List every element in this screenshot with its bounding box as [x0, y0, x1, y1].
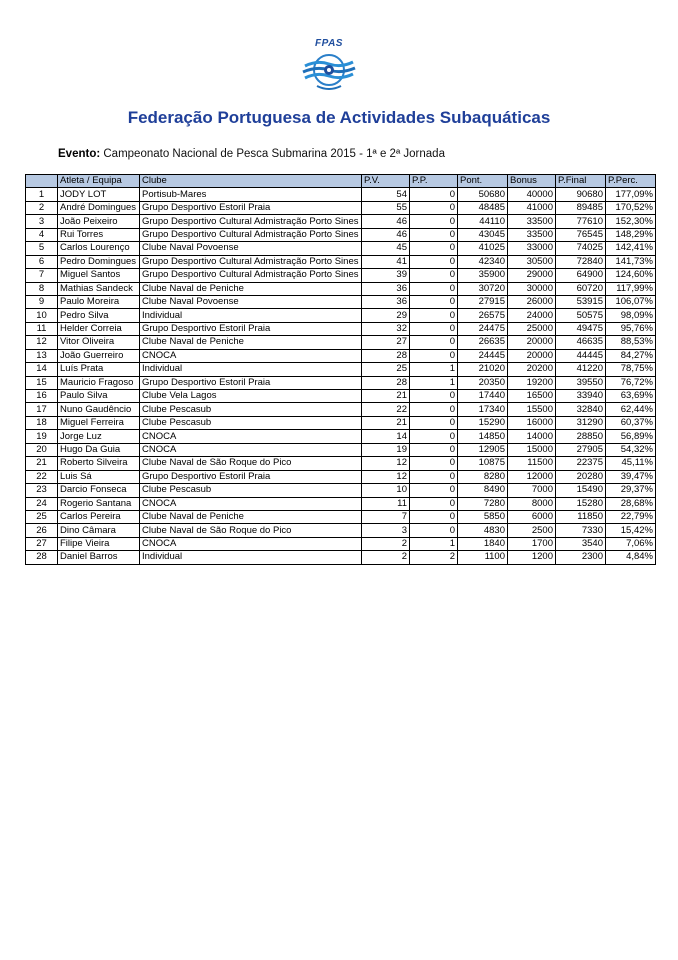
cell-club: Clube Naval de São Roque do Pico	[140, 524, 362, 537]
cell-athlete: Miguel Ferreira	[58, 416, 140, 429]
cell-pont: 17340	[458, 403, 508, 416]
cell-athlete: Filipe Vieira	[58, 537, 140, 550]
table-row	[26, 188, 656, 201]
event-line	[58, 148, 445, 160]
cell-athlete: Roberto Silveira	[58, 457, 140, 470]
cell-pperc: 76,72%	[606, 376, 656, 389]
cell-pp: 0	[410, 390, 458, 403]
cell-pperc: 7,06%	[606, 537, 656, 550]
cell-rank: 8	[26, 282, 58, 295]
table-row	[26, 416, 656, 429]
cell-rank: 4	[26, 228, 58, 241]
table-header-row	[26, 175, 656, 188]
table-row	[26, 349, 656, 362]
col-header-bonus: Bonus	[508, 175, 556, 188]
cell-athlete: Helder Correia	[58, 322, 140, 335]
cell-bonus: 20000	[508, 349, 556, 362]
cell-pont: 26575	[458, 309, 508, 322]
col-header-pfinal: P.Final	[556, 175, 606, 188]
cell-pont: 30720	[458, 282, 508, 295]
cell-athlete: Rui Torres	[58, 228, 140, 241]
logo-text: FPAS	[315, 38, 343, 49]
cell-pfinal: 20280	[556, 470, 606, 483]
cell-pp: 0	[410, 228, 458, 241]
cell-pperc: 56,89%	[606, 430, 656, 443]
cell-athlete: Paulo Moreira	[58, 295, 140, 308]
cell-bonus: 20000	[508, 336, 556, 349]
cell-pperc: 4,84%	[606, 551, 656, 564]
table-row	[26, 363, 656, 376]
cell-pperc: 177,09%	[606, 188, 656, 201]
table-row	[26, 295, 656, 308]
cell-pperc: 63,69%	[606, 390, 656, 403]
cell-club: Clube Pescasub	[140, 484, 362, 497]
table-row	[26, 376, 656, 389]
cell-club: Grupo Desportivo Estoril Praia	[140, 201, 362, 214]
cell-pperc: 152,30%	[606, 215, 656, 228]
table-row	[26, 524, 656, 537]
cell-pp: 0	[410, 242, 458, 255]
cell-rank: 15	[26, 376, 58, 389]
cell-pp: 1	[410, 363, 458, 376]
cell-pfinal: 7330	[556, 524, 606, 537]
cell-pfinal: 15490	[556, 484, 606, 497]
cell-club: Grupo Desportivo Cultural Admistração Porto Sines	[140, 215, 362, 228]
cell-club: Clube Naval de Peniche	[140, 336, 362, 349]
cell-pont: 21020	[458, 363, 508, 376]
cell-bonus: 2500	[508, 524, 556, 537]
cell-pont: 7280	[458, 497, 508, 510]
cell-pp: 0	[410, 349, 458, 362]
cell-athlete: André Domingues	[58, 201, 140, 214]
col-header-pp: P.P.	[410, 175, 458, 188]
table-row	[26, 390, 656, 403]
cell-bonus: 14000	[508, 430, 556, 443]
cell-pfinal: 76545	[556, 228, 606, 241]
cell-bonus: 6000	[508, 510, 556, 523]
cell-bonus: 15000	[508, 443, 556, 456]
cell-rank: 23	[26, 484, 58, 497]
cell-pv: 28	[362, 349, 410, 362]
cell-pfinal: 15280	[556, 497, 606, 510]
cell-rank: 13	[26, 349, 58, 362]
cell-pfinal: 27905	[556, 443, 606, 456]
cell-club: CNOCA	[140, 349, 362, 362]
cell-athlete: Luis Sá	[58, 470, 140, 483]
cell-pv: 45	[362, 242, 410, 255]
cell-athlete: Darcio Fonseca	[58, 484, 140, 497]
cell-rank: 17	[26, 403, 58, 416]
cell-bonus: 29000	[508, 269, 556, 282]
fpas-emblem-icon	[297, 48, 361, 94]
cell-club: Grupo Desportivo Cultural Admistração Porto Sines	[140, 228, 362, 241]
cell-pp: 0	[410, 215, 458, 228]
cell-pont: 12905	[458, 443, 508, 456]
cell-rank: 9	[26, 295, 58, 308]
cell-pfinal: 41220	[556, 363, 606, 376]
cell-bonus: 30000	[508, 282, 556, 295]
cell-rank: 27	[26, 537, 58, 550]
cell-rank: 10	[26, 309, 58, 322]
cell-pont: 17440	[458, 390, 508, 403]
table-row	[26, 242, 656, 255]
cell-bonus: 24000	[508, 309, 556, 322]
cell-pperc: 98,09%	[606, 309, 656, 322]
cell-club: CNOCA	[140, 497, 362, 510]
cell-pp: 0	[410, 322, 458, 335]
cell-club: Clube Naval de Peniche	[140, 510, 362, 523]
cell-pp: 0	[410, 497, 458, 510]
cell-pv: 46	[362, 215, 410, 228]
cell-pfinal: 90680	[556, 188, 606, 201]
cell-pp: 0	[410, 510, 458, 523]
table-row	[26, 497, 656, 510]
cell-rank: 20	[26, 443, 58, 456]
cell-pv: 21	[362, 416, 410, 429]
cell-pv: 12	[362, 457, 410, 470]
cell-pp: 0	[410, 470, 458, 483]
cell-pv: 2	[362, 551, 410, 564]
col-header-pv: P.V.	[362, 175, 410, 188]
cell-pperc: 54,32%	[606, 443, 656, 456]
cell-pp: 0	[410, 269, 458, 282]
cell-pp: 0	[410, 309, 458, 322]
cell-pv: 39	[362, 269, 410, 282]
cell-bonus: 19200	[508, 376, 556, 389]
cell-club: CNOCA	[140, 537, 362, 550]
cell-pfinal: 72840	[556, 255, 606, 268]
cell-pfinal: 22375	[556, 457, 606, 470]
cell-athlete: Mathias Sandeck	[58, 282, 140, 295]
cell-rank: 11	[26, 322, 58, 335]
cell-pp: 1	[410, 376, 458, 389]
col-header-rank	[26, 175, 58, 188]
cell-pont: 41025	[458, 242, 508, 255]
cell-pv: 36	[362, 295, 410, 308]
table-row	[26, 201, 656, 214]
cell-pv: 7	[362, 510, 410, 523]
event-label: Evento:	[58, 148, 101, 160]
cell-pperc: 60,37%	[606, 416, 656, 429]
col-header-pont: Pont.	[458, 175, 508, 188]
cell-club: Clube Pescasub	[140, 416, 362, 429]
cell-pperc: 142,41%	[606, 242, 656, 255]
cell-pont: 8280	[458, 470, 508, 483]
cell-pont: 15290	[458, 416, 508, 429]
cell-rank: 19	[26, 430, 58, 443]
cell-rank: 28	[26, 551, 58, 564]
cell-pv: 3	[362, 524, 410, 537]
cell-pv: 29	[362, 309, 410, 322]
cell-athlete: Carlos Lourenço	[58, 242, 140, 255]
cell-rank: 24	[26, 497, 58, 510]
cell-pperc: 124,60%	[606, 269, 656, 282]
cell-pp: 0	[410, 255, 458, 268]
table-row	[26, 322, 656, 335]
cell-pont: 5850	[458, 510, 508, 523]
cell-pv: 14	[362, 430, 410, 443]
cell-club: Individual	[140, 551, 362, 564]
table-row	[26, 457, 656, 470]
cell-pv: 55	[362, 201, 410, 214]
table-row	[26, 537, 656, 550]
cell-rank: 12	[26, 336, 58, 349]
cell-pp: 0	[410, 457, 458, 470]
cell-pperc: 22,79%	[606, 510, 656, 523]
cell-pfinal: 46635	[556, 336, 606, 349]
cell-pperc: 170,52%	[606, 201, 656, 214]
cell-pont: 1100	[458, 551, 508, 564]
cell-bonus: 11500	[508, 457, 556, 470]
cell-pfinal: 32840	[556, 403, 606, 416]
cell-pp: 0	[410, 282, 458, 295]
cell-bonus: 33000	[508, 242, 556, 255]
cell-pont: 35900	[458, 269, 508, 282]
cell-athlete: Paulo Silva	[58, 390, 140, 403]
cell-pp: 0	[410, 295, 458, 308]
table-row	[26, 510, 656, 523]
cell-pv: 28	[362, 376, 410, 389]
cell-athlete: Rogerio Santana	[58, 497, 140, 510]
cell-rank: 21	[26, 457, 58, 470]
cell-pperc: 29,37%	[606, 484, 656, 497]
cell-club: Grupo Desportivo Estoril Praia	[140, 322, 362, 335]
cell-pp: 0	[410, 443, 458, 456]
cell-pperc: 62,44%	[606, 403, 656, 416]
cell-club: Grupo Desportivo Estoril Praia	[140, 470, 362, 483]
cell-bonus: 1200	[508, 551, 556, 564]
cell-pperc: 141,73%	[606, 255, 656, 268]
table-row	[26, 309, 656, 322]
table-row	[26, 430, 656, 443]
cell-athlete: Dino Câmara	[58, 524, 140, 537]
table-row	[26, 484, 656, 497]
cell-pont: 50680	[458, 188, 508, 201]
cell-pfinal: 89485	[556, 201, 606, 214]
cell-bonus: 26000	[508, 295, 556, 308]
cell-bonus: 33500	[508, 228, 556, 241]
cell-pperc: 95,76%	[606, 322, 656, 335]
cell-pv: 2	[362, 537, 410, 550]
cell-club: Grupo Desportivo Estoril Praia	[140, 376, 362, 389]
table-row	[26, 470, 656, 483]
col-header-athlete: Atleta / Equipa	[58, 175, 140, 188]
cell-bonus: 20200	[508, 363, 556, 376]
cell-club: Grupo Desportivo Cultural Admistração Porto Sines	[140, 269, 362, 282]
cell-pv: 21	[362, 390, 410, 403]
cell-rank: 25	[26, 510, 58, 523]
cell-pfinal: 64900	[556, 269, 606, 282]
cell-club: Individual	[140, 309, 362, 322]
table-row	[26, 215, 656, 228]
cell-rank: 18	[26, 416, 58, 429]
cell-rank: 6	[26, 255, 58, 268]
cell-pp: 0	[410, 484, 458, 497]
cell-pperc: 84,27%	[606, 349, 656, 362]
cell-bonus: 12000	[508, 470, 556, 483]
cell-pperc: 117,99%	[606, 282, 656, 295]
cell-pp: 0	[410, 403, 458, 416]
cell-pont: 20350	[458, 376, 508, 389]
cell-pv: 54	[362, 188, 410, 201]
cell-bonus: 33500	[508, 215, 556, 228]
cell-pv: 12	[362, 470, 410, 483]
cell-pv: 46	[362, 228, 410, 241]
cell-pfinal: 2300	[556, 551, 606, 564]
cell-club: Grupo Desportivo Cultural Admistração Porto Sines	[140, 255, 362, 268]
table-row	[26, 551, 656, 564]
cell-rank: 14	[26, 363, 58, 376]
cell-pv: 19	[362, 443, 410, 456]
cell-athlete: Carlos Pereira	[58, 510, 140, 523]
cell-athlete: Miguel Santos	[58, 269, 140, 282]
cell-pp: 0	[410, 201, 458, 214]
cell-pperc: 39,47%	[606, 470, 656, 483]
cell-club: Clube Pescasub	[140, 403, 362, 416]
table-row	[26, 282, 656, 295]
cell-pp: 2	[410, 551, 458, 564]
cell-pperc: 106,07%	[606, 295, 656, 308]
cell-pv: 32	[362, 322, 410, 335]
cell-club: Clube Naval Povoense	[140, 295, 362, 308]
cell-pont: 42340	[458, 255, 508, 268]
cell-pfinal: 33940	[556, 390, 606, 403]
cell-athlete: Vitor Oliveira	[58, 336, 140, 349]
cell-pont: 1840	[458, 537, 508, 550]
cell-pperc: 78,75%	[606, 363, 656, 376]
cell-pfinal: 50575	[556, 309, 606, 322]
cell-club: Clube Naval de Peniche	[140, 282, 362, 295]
table-row	[26, 228, 656, 241]
results-body	[26, 188, 656, 564]
cell-pp: 0	[410, 336, 458, 349]
cell-rank: 16	[26, 390, 58, 403]
cell-pont: 43045	[458, 228, 508, 241]
cell-club: Clube Vela Lagos	[140, 390, 362, 403]
cell-bonus: 40000	[508, 188, 556, 201]
page-title: Federação Portuguesa de Actividades Subaquáticas	[127, 108, 551, 127]
cell-rank: 1	[26, 188, 58, 201]
cell-pperc: 45,11%	[606, 457, 656, 470]
cell-athlete: Daniel Barros	[58, 551, 140, 564]
cell-pperc: 148,29%	[606, 228, 656, 241]
cell-pfinal: 53915	[556, 295, 606, 308]
cell-pont: 14850	[458, 430, 508, 443]
cell-athlete: Mauricio Fragoso	[58, 376, 140, 389]
cell-pfinal: 11850	[556, 510, 606, 523]
cell-bonus: 7000	[508, 484, 556, 497]
cell-rank: 2	[26, 201, 58, 214]
col-header-pperc: P.Perc.	[606, 175, 656, 188]
cell-pperc: 88,53%	[606, 336, 656, 349]
cell-pv: 25	[362, 363, 410, 376]
table-row	[26, 443, 656, 456]
cell-pperc: 28,68%	[606, 497, 656, 510]
cell-bonus: 25000	[508, 322, 556, 335]
cell-pp: 0	[410, 524, 458, 537]
cell-club: Individual	[140, 363, 362, 376]
cell-athlete: Jorge Luz	[58, 430, 140, 443]
cell-athlete: Luís Prata	[58, 363, 140, 376]
cell-bonus: 1700	[508, 537, 556, 550]
fpas-logo	[297, 38, 361, 94]
col-header-club: Clube	[140, 175, 362, 188]
cell-bonus: 30500	[508, 255, 556, 268]
cell-pv: 22	[362, 403, 410, 416]
table-row	[26, 255, 656, 268]
cell-athlete: Pedro Silva	[58, 309, 140, 322]
cell-athlete: Nuno Gaudêncio	[58, 403, 140, 416]
cell-pperc: 15,42%	[606, 524, 656, 537]
cell-club: CNOCA	[140, 443, 362, 456]
cell-club: Clube Naval Povoense	[140, 242, 362, 255]
cell-pfinal: 77610	[556, 215, 606, 228]
cell-pfinal: 28850	[556, 430, 606, 443]
cell-athlete: João Peixeiro	[58, 215, 140, 228]
cell-pfinal: 3540	[556, 537, 606, 550]
cell-pfinal: 31290	[556, 416, 606, 429]
cell-rank: 3	[26, 215, 58, 228]
cell-club: CNOCA	[140, 430, 362, 443]
cell-pv: 41	[362, 255, 410, 268]
cell-pv: 36	[362, 282, 410, 295]
cell-club: Clube Naval de São Roque do Pico	[140, 457, 362, 470]
cell-pp: 1	[410, 537, 458, 550]
cell-athlete: Hugo Da Guia	[58, 443, 140, 456]
cell-pont: 26635	[458, 336, 508, 349]
cell-pfinal: 60720	[556, 282, 606, 295]
cell-pfinal: 49475	[556, 322, 606, 335]
table-row	[26, 403, 656, 416]
cell-rank: 22	[26, 470, 58, 483]
cell-pfinal: 74025	[556, 242, 606, 255]
results-table	[25, 174, 656, 565]
cell-bonus: 16000	[508, 416, 556, 429]
cell-bonus: 41000	[508, 201, 556, 214]
cell-pont: 24445	[458, 349, 508, 362]
cell-athlete: Pedro Domingues	[58, 255, 140, 268]
cell-rank: 7	[26, 269, 58, 282]
cell-pfinal: 44445	[556, 349, 606, 362]
cell-rank: 26	[26, 524, 58, 537]
cell-pont: 48485	[458, 201, 508, 214]
cell-pont: 27915	[458, 295, 508, 308]
cell-athlete: JODY LOT	[58, 188, 140, 201]
cell-pont: 10875	[458, 457, 508, 470]
cell-pfinal: 39550	[556, 376, 606, 389]
cell-pv: 10	[362, 484, 410, 497]
cell-pp: 0	[410, 188, 458, 201]
cell-club: Portisub-Mares	[140, 188, 362, 201]
event-text: Campeonato Nacional de Pesca Submarina 2015 - 1ª e 2ª Jornada	[103, 148, 445, 160]
cell-pp: 0	[410, 430, 458, 443]
cell-pp: 0	[410, 416, 458, 429]
cell-pont: 8490	[458, 484, 508, 497]
cell-pont: 24475	[458, 322, 508, 335]
cell-athlete: João Guerreiro	[58, 349, 140, 362]
table-row	[26, 336, 656, 349]
cell-bonus: 15500	[508, 403, 556, 416]
cell-rank: 5	[26, 242, 58, 255]
cell-pv: 11	[362, 497, 410, 510]
cell-bonus: 16500	[508, 390, 556, 403]
cell-bonus: 8000	[508, 497, 556, 510]
cell-pont: 4830	[458, 524, 508, 537]
table-row	[26, 269, 656, 282]
cell-pont: 44110	[458, 215, 508, 228]
cell-pv: 27	[362, 336, 410, 349]
